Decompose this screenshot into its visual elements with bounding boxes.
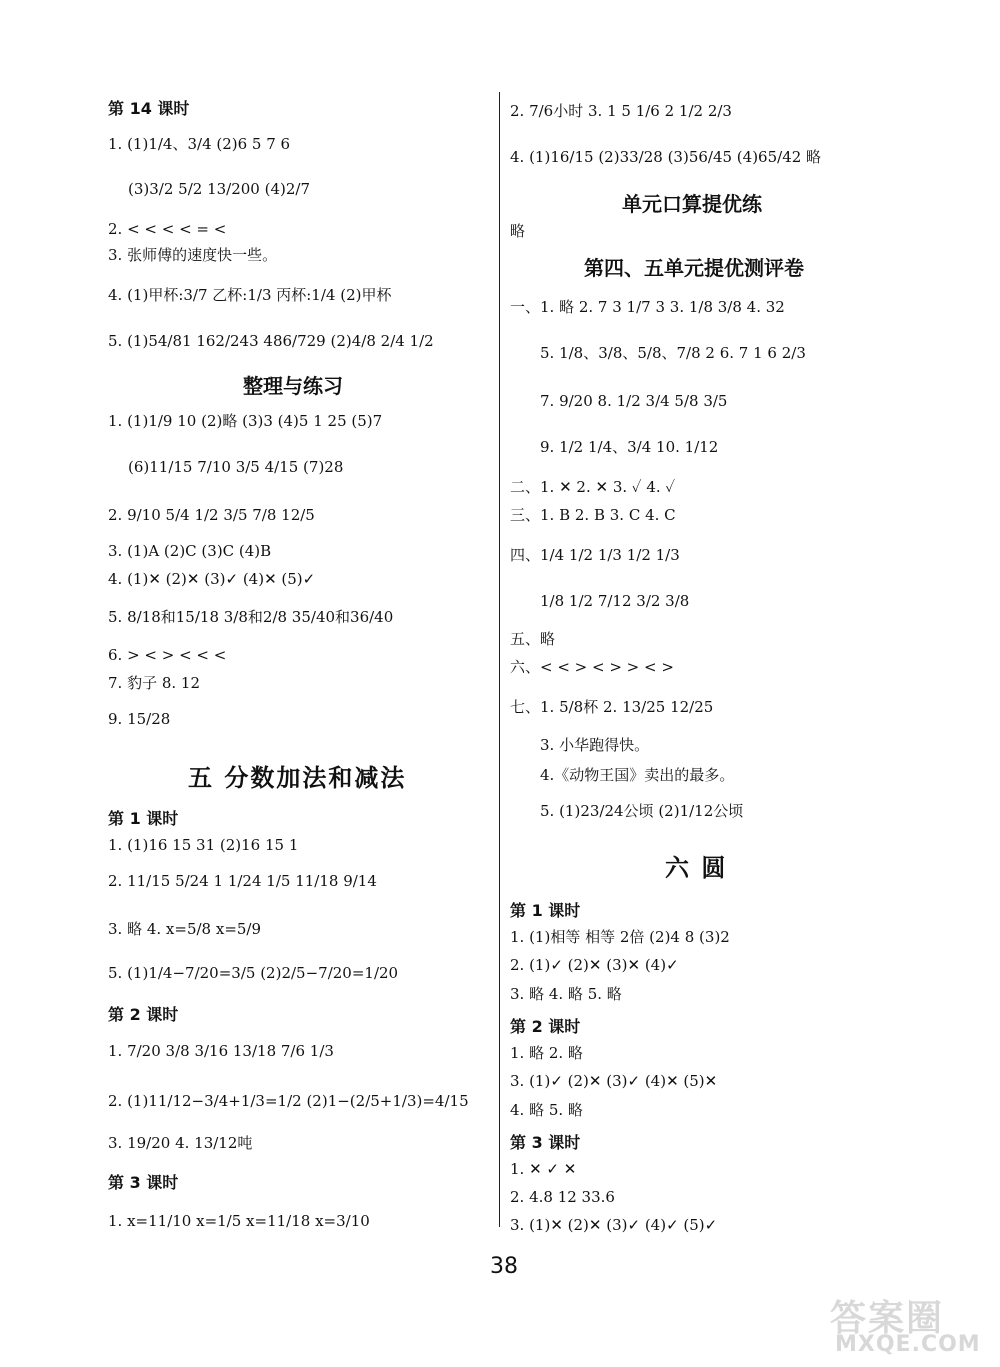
column-divider [499,92,500,1227]
answer-line: 5. 8/18和15/18 3/8和2/8 35/40和36/40 [108,608,394,626]
answer-line: 4. (1)16/15 (2)33/28 (3)56/45 (4)65/42 略 [510,148,822,166]
page-number: 38 [490,1254,518,1279]
answer-line: 3. 小华跑得快。 [540,736,650,754]
answer-line: 1. (1)1/9 10 (2)略 (3)3 (4)5 1 25 (5)7 [108,412,383,430]
answer-line: 1. (1)相等 相等 2倍 (2)4 8 (3)2 [510,928,730,946]
review-heading: 整理与练习 [243,374,343,398]
answer-line: 6. > < > < < < [108,646,227,664]
answer-line: 六、< < > < > > < > [510,658,674,676]
answer-line: 二、1. ✕ 2. ✕ 3. ✓ 4. ✓ [510,478,676,496]
chapter-6-heading: 六 圆 [665,854,728,882]
answer-line: 5. (1)54/81 162/243 486/729 (2)4/8 2/4 1/2 [108,332,434,350]
answer-line: 略 [510,222,526,240]
answer-line: 2. < < < < = < [108,220,227,238]
answer-line: 4.《动物王国》卖出的最多。 [540,766,735,784]
lesson-1-heading: 第 1 课时 [510,901,581,920]
answer-line: 2. 9/10 5/4 1/2 3/5 7/8 12/5 [108,506,315,524]
answer-line: 5. (1)23/24公顷 (2)1/12公顷 [540,802,744,820]
answer-line: 3. (1)A (2)C (3)C (4)B [108,542,272,560]
answer-line: 5. 1/8、3/8、5/8、7/8 2 6. 7 1 6 2/3 [540,344,806,362]
lesson-1-heading: 第 1 课时 [108,809,179,828]
answer-line: 3. 略 4. 略 5. 略 [510,985,622,1003]
answer-line: 1. x=11/10 x=1/5 x=11/18 x=3/10 [108,1212,370,1230]
answer-line: (3)3/2 5/2 13/200 (4)2/7 [128,180,310,198]
unit-test-heading: 第四、五单元提优测评卷 [584,256,804,280]
lesson-3-heading: 第 3 课时 [510,1133,581,1152]
answer-line: 一、1. 略 2. 7 3 1/7 3 3. 1/8 3/8 4. 32 [510,298,785,316]
answer-line: 2. 4.8 12 33.6 [510,1188,615,1206]
answer-line: 3. 张师傅的速度快一些。 [108,246,278,264]
answer-line: 3. (1)✕ (2)✕ (3)✓ (4)✓ (5)✓ [510,1216,718,1234]
answer-line: 1/8 1/2 7/12 3/2 3/8 [540,592,690,610]
watermark-logo: 答案圈 [830,1298,945,1339]
answer-line: 1. (1)16 15 31 (2)16 15 1 [108,836,299,854]
answer-line: 7. 豹子 8. 12 [108,674,201,692]
lesson-14-heading: 第 14 课时 [108,99,190,118]
answer-line: 1. ✕ ✓ ✕ [510,1160,577,1178]
answer-line: 3. (1)✓ (2)✕ (3)✓ (4)✕ (5)✕ [510,1072,718,1090]
lesson-3-heading: 第 3 课时 [108,1173,179,1192]
chapter-5-heading: 五 分数加法和减法 [188,764,407,792]
answer-line: 9. 1/2 1/4、3/4 10. 1/12 [540,438,719,456]
answer-line: 4. (1)甲杯:3/7 乙杯:1/3 丙杯:1/4 (2)甲杯 [108,286,392,304]
answer-line: 4. 略 5. 略 [510,1101,583,1119]
answer-line: 3. 19/20 4. 13/12吨 [108,1134,253,1152]
answer-line: 3. 略 4. x=5/8 x=5/9 [108,920,262,938]
answer-line: 5. (1)1/4−7/20=3/5 (2)2/5−7/20=1/20 [108,964,399,982]
lesson-2-heading: 第 2 课时 [510,1017,581,1036]
answer-line: 9. 15/28 [108,710,171,728]
answer-line: 1. 略 2. 略 [510,1044,583,1062]
answer-line: 五、略 [510,630,556,648]
answer-line: 四、1/4 1/2 1/3 1/2 1/3 [510,546,680,564]
answer-line: 4. (1)✕ (2)✕ (3)✓ (4)✕ (5)✓ [108,570,316,588]
answer-line: 2. 7/6小时 3. 1 5 1/6 2 1/2 2/3 [510,102,732,120]
answer-line: 2. 11/15 5/24 1 1/24 1/5 11/18 9/14 [108,872,377,890]
answer-line: 三、1. B 2. B 3. C 4. C [510,506,676,524]
answer-line: 1. (1)1/4、3/4 (2)6 5 7 6 [108,135,291,153]
answer-line: (6)11/15 7/10 3/5 4/15 (7)28 [128,458,344,476]
lesson-2-heading: 第 2 课时 [108,1005,179,1024]
watermark-url: MXQE.COM [835,1332,981,1357]
oral-practice-heading: 单元口算提优练 [622,192,762,216]
answer-line: 2. (1)✓ (2)✕ (3)✕ (4)✓ [510,956,679,974]
answer-line: 七、1. 5/8杯 2. 13/25 12/25 [510,698,714,716]
answer-line: 1. 7/20 3/8 3/16 13/18 7/6 1/3 [108,1042,334,1060]
answer-line: 2. (1)11/12−3/4+1/3=1/2 (2)1−(2/5+1/3)=4/15 [108,1092,469,1110]
answer-line: 7. 9/20 8. 1/2 3/4 5/8 3/5 [540,392,728,410]
